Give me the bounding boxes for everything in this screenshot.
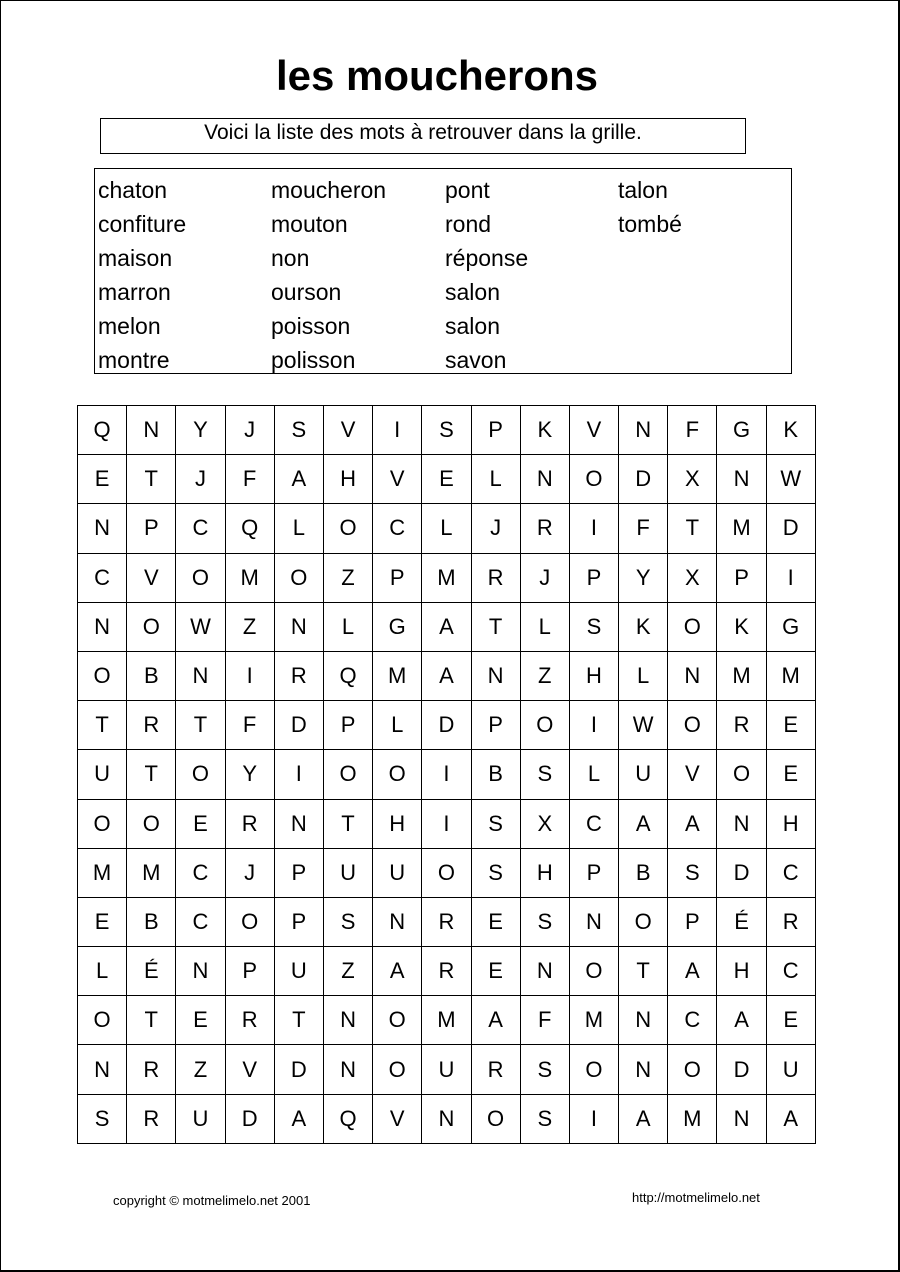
word-item: maison [98, 245, 173, 271]
grid-cell[interactable]: J [225, 848, 274, 897]
grid-cell[interactable]: J [225, 406, 274, 455]
word-column [618, 173, 682, 241]
grid-row [78, 701, 816, 750]
grid-cell[interactable]: N [520, 947, 569, 996]
grid-cell[interactable]: P [225, 947, 274, 996]
grid-cell[interactable]: R [127, 1094, 176, 1143]
grid-cell[interactable]: Y [225, 750, 274, 799]
grid-cell[interactable]: A [274, 455, 323, 504]
grid-cell[interactable]: N [717, 1094, 766, 1143]
grid-cell[interactable]: E [471, 947, 520, 996]
word-item: talon [618, 177, 668, 203]
grid-cell[interactable]: M [422, 553, 471, 602]
word-column [271, 173, 386, 377]
grid-cell[interactable]: T [274, 996, 323, 1045]
grid-cell[interactable]: D [766, 504, 815, 553]
grid-cell[interactable]: P [323, 701, 372, 750]
grid-cell[interactable]: Z [323, 553, 372, 602]
grid-cell[interactable]: S [520, 750, 569, 799]
grid-cell[interactable]: A [766, 1094, 815, 1143]
grid-cell[interactable]: A [619, 1094, 668, 1143]
grid-row [78, 602, 816, 651]
grid-cell[interactable]: R [274, 651, 323, 700]
grid-cell[interactable]: I [422, 799, 471, 848]
grid-cell[interactable]: O [373, 996, 422, 1045]
grid-cell[interactable]: A [422, 602, 471, 651]
grid-cell[interactable]: O [176, 750, 225, 799]
grid-cell[interactable]: W [176, 602, 225, 651]
word-item: rond [445, 211, 492, 237]
grid-cell[interactable]: O [619, 897, 668, 946]
grid-cell[interactable]: A [619, 799, 668, 848]
grid-cell[interactable]: N [373, 897, 422, 946]
grid-row [78, 651, 816, 700]
grid-cell[interactable]: K [717, 602, 766, 651]
grid-cell[interactable]: N [471, 651, 520, 700]
grid-cell[interactable]: T [127, 996, 176, 1045]
grid-cell[interactable]: T [78, 701, 127, 750]
word-item: montre [98, 347, 170, 373]
word-item: melon [98, 313, 161, 339]
grid-cell[interactable]: A [274, 1094, 323, 1143]
grid-cell[interactable]: É [127, 947, 176, 996]
grid-cell[interactable]: I [569, 701, 618, 750]
grid-cell[interactable]: O [668, 1045, 717, 1094]
grid-cell[interactable]: W [619, 701, 668, 750]
grid-cell[interactable]: H [323, 455, 372, 504]
grid-cell[interactable]: I [766, 553, 815, 602]
grid-cell[interactable]: W [766, 455, 815, 504]
grid-cell[interactable]: U [422, 1045, 471, 1094]
grid-cell[interactable]: N [176, 651, 225, 700]
grid-cell[interactable]: O [569, 947, 618, 996]
grid-cell[interactable]: E [78, 455, 127, 504]
grid-cell[interactable]: L [422, 504, 471, 553]
grid-cell[interactable]: M [569, 996, 618, 1045]
grid-cell[interactable]: O [569, 1045, 618, 1094]
grid-cell[interactable]: O [78, 996, 127, 1045]
grid-cell[interactable]: T [127, 455, 176, 504]
grid-cell[interactable]: H [520, 848, 569, 897]
grid-cell[interactable]: N [422, 1094, 471, 1143]
grid-cell[interactable]: N [78, 602, 127, 651]
grid-cell[interactable]: X [668, 553, 717, 602]
grid-cell[interactable]: O [471, 1094, 520, 1143]
grid-cell[interactable]: S [274, 406, 323, 455]
grid-cell[interactable]: K [766, 406, 815, 455]
grid-cell[interactable]: R [717, 701, 766, 750]
grid-cell[interactable]: N [78, 504, 127, 553]
grid-row [78, 406, 816, 455]
grid-cell[interactable]: E [176, 799, 225, 848]
grid-cell[interactable]: O [373, 750, 422, 799]
grid-cell[interactable]: Q [323, 651, 372, 700]
grid-cell[interactable]: A [668, 947, 717, 996]
grid-cell[interactable]: M [373, 651, 422, 700]
grid-cell[interactable]: T [471, 602, 520, 651]
word-item: réponse [445, 245, 529, 271]
grid-cell[interactable]: T [668, 504, 717, 553]
grid-cell[interactable]: É [717, 897, 766, 946]
word-item: tombé [618, 211, 682, 237]
grid-cell[interactable]: D [225, 1094, 274, 1143]
grid-cell[interactable]: O [323, 504, 372, 553]
grid-cell[interactable]: N [668, 651, 717, 700]
grid-row [78, 455, 816, 504]
grid-cell[interactable]: S [520, 1045, 569, 1094]
grid-cell[interactable]: C [373, 504, 422, 553]
grid-cell[interactable]: N [717, 455, 766, 504]
grid-cell[interactable]: E [78, 897, 127, 946]
grid-cell[interactable]: B [127, 897, 176, 946]
grid-cell[interactable]: K [619, 602, 668, 651]
grid-cell[interactable]: N [323, 996, 372, 1045]
grid-cell[interactable]: N [569, 897, 618, 946]
grid-cell[interactable]: N [274, 799, 323, 848]
grid-row [78, 996, 816, 1045]
grid-cell[interactable]: N [127, 406, 176, 455]
grid-cell[interactable]: P [274, 848, 323, 897]
word-item: mouton [271, 211, 348, 237]
word-item: non [271, 245, 310, 271]
grid-cell[interactable]: C [766, 848, 815, 897]
grid-row [78, 799, 816, 848]
grid-cell[interactable]: I [569, 1094, 618, 1143]
grid-cell[interactable]: F [668, 406, 717, 455]
grid-cell[interactable]: T [176, 701, 225, 750]
grid-cell[interactable]: B [619, 848, 668, 897]
grid-cell[interactable]: Z [520, 651, 569, 700]
grid-cell[interactable]: R [225, 799, 274, 848]
grid-row [78, 1094, 816, 1143]
grid-cell[interactable]: R [471, 1045, 520, 1094]
grid-cell[interactable]: T [127, 750, 176, 799]
grid-cell[interactable]: O [668, 602, 717, 651]
grid-row [78, 553, 816, 602]
grid-cell[interactable]: F [619, 504, 668, 553]
grid-cell[interactable]: P [717, 553, 766, 602]
grid-cell[interactable]: S [422, 406, 471, 455]
grid-cell[interactable]: L [323, 602, 372, 651]
grid-cell[interactable]: Q [323, 1094, 372, 1143]
grid-row [78, 504, 816, 553]
grid-cell[interactable]: E [766, 750, 815, 799]
grid-cell[interactable]: Q [78, 406, 127, 455]
grid-cell[interactable]: M [717, 651, 766, 700]
grid-cell[interactable]: R [520, 504, 569, 553]
grid-cell[interactable]: A [373, 947, 422, 996]
grid-cell[interactable]: M [422, 996, 471, 1045]
grid-cell[interactable]: O [520, 701, 569, 750]
grid-cell[interactable]: D [422, 701, 471, 750]
grid-cell[interactable]: C [668, 996, 717, 1045]
grid-cell[interactable]: P [127, 504, 176, 553]
grid-cell[interactable]: M [717, 504, 766, 553]
grid-cell[interactable]: X [520, 799, 569, 848]
grid-cell[interactable]: Y [619, 553, 668, 602]
grid-cell[interactable]: C [78, 553, 127, 602]
grid-cell[interactable]: N [323, 1045, 372, 1094]
grid-cell[interactable]: O [668, 701, 717, 750]
grid-cell[interactable]: P [471, 406, 520, 455]
grid-cell[interactable]: N [176, 947, 225, 996]
grid-cell[interactable]: U [323, 848, 372, 897]
grid-cell[interactable]: I [225, 651, 274, 700]
grid-cell[interactable]: V [225, 1045, 274, 1094]
grid-cell[interactable]: A [668, 799, 717, 848]
grid-cell[interactable]: D [619, 455, 668, 504]
grid-cell[interactable]: U [766, 1045, 815, 1094]
grid-cell[interactable]: O [127, 602, 176, 651]
site-url-link[interactable]: http://motmelimelo.net [632, 1190, 760, 1205]
grid-cell[interactable]: A [422, 651, 471, 700]
grid-cell[interactable]: V [127, 553, 176, 602]
grid-cell[interactable]: D [274, 701, 323, 750]
grid-cell[interactable]: L [619, 651, 668, 700]
grid-cell[interactable]: H [373, 799, 422, 848]
grid-cell[interactable]: N [520, 455, 569, 504]
grid-cell[interactable]: N [274, 602, 323, 651]
grid-cell[interactable]: O [274, 553, 323, 602]
page-title: les moucherons [275, 52, 599, 99]
grid-cell[interactable]: S [520, 1094, 569, 1143]
word-item: polisson [271, 347, 356, 373]
grid-cell[interactable]: A [717, 996, 766, 1045]
grid-cell[interactable]: O [569, 455, 618, 504]
grid-row [78, 750, 816, 799]
grid-cell[interactable]: F [225, 701, 274, 750]
grid-cell[interactable]: Z [323, 947, 372, 996]
grid-cell[interactable]: P [373, 553, 422, 602]
grid-row [78, 947, 816, 996]
grid-cell[interactable]: L [274, 504, 323, 553]
word-item: confiture [98, 211, 187, 237]
word-search-grid [77, 405, 816, 1144]
grid-cell[interactable]: T [323, 799, 372, 848]
grid-cell[interactable]: D [717, 848, 766, 897]
grid-cell[interactable]: A [471, 996, 520, 1045]
grid-cell[interactable]: O [78, 799, 127, 848]
grid-cell[interactable]: Z [225, 602, 274, 651]
grid-cell[interactable]: M [668, 1094, 717, 1143]
grid-cell[interactable]: P [274, 897, 323, 946]
grid-cell[interactable]: C [176, 848, 225, 897]
grid-cell[interactable]: T [619, 947, 668, 996]
grid-cell[interactable]: M [127, 848, 176, 897]
grid-cell[interactable]: H [766, 799, 815, 848]
grid-cell[interactable]: H [717, 947, 766, 996]
grid-cell[interactable]: N [619, 406, 668, 455]
grid-cell[interactable]: E [766, 701, 815, 750]
grid-cell[interactable]: C [766, 947, 815, 996]
grid-cell[interactable]: M [78, 848, 127, 897]
word-item: chaton [98, 177, 168, 203]
grid-cell[interactable]: P [569, 848, 618, 897]
word-item: marron [98, 279, 171, 305]
grid-cell[interactable]: U [373, 848, 422, 897]
grid-cell[interactable]: S [323, 897, 372, 946]
grid-cell[interactable]: L [471, 455, 520, 504]
grid-cell[interactable]: X [668, 455, 717, 504]
word-item: salon [445, 313, 500, 339]
grid-cell[interactable]: U [619, 750, 668, 799]
grid-cell[interactable]: V [373, 455, 422, 504]
grid-cell[interactable]: G [373, 602, 422, 651]
grid-cell[interactable]: D [274, 1045, 323, 1094]
grid-cell[interactable]: M [766, 651, 815, 700]
grid-cell[interactable]: V [569, 406, 618, 455]
grid-cell[interactable]: R [127, 1045, 176, 1094]
word-item: ourson [271, 279, 342, 305]
grid-cell[interactable]: S [78, 1094, 127, 1143]
grid-cell[interactable]: L [373, 701, 422, 750]
grid-cell[interactable]: L [520, 602, 569, 651]
grid-row [78, 897, 816, 946]
grid-cell[interactable]: J [471, 504, 520, 553]
grid-cell[interactable]: N [717, 799, 766, 848]
grid-row [78, 848, 816, 897]
grid-cell[interactable]: N [78, 1045, 127, 1094]
grid-cell[interactable]: R [766, 897, 815, 946]
grid-cell[interactable]: B [127, 651, 176, 700]
grid-cell[interactable]: S [471, 848, 520, 897]
grid-cell[interactable]: Q [225, 504, 274, 553]
grid-cell[interactable]: R [422, 897, 471, 946]
word-column [98, 173, 186, 377]
copyright-text: copyright © motmelimelo.net 2001 [113, 1193, 311, 1208]
grid-cell[interactable]: R [422, 947, 471, 996]
grid-cell[interactable]: D [717, 1045, 766, 1094]
grid-cell[interactable]: L [78, 947, 127, 996]
grid-cell[interactable]: Z [176, 1045, 225, 1094]
word-item: poisson [271, 313, 351, 339]
grid-cell[interactable]: S [520, 897, 569, 946]
word-item: salon [445, 279, 500, 305]
grid-cell[interactable]: G [717, 406, 766, 455]
grid-cell[interactable]: E [422, 455, 471, 504]
grid-cell[interactable]: K [520, 406, 569, 455]
grid-cell[interactable]: C [569, 799, 618, 848]
grid-cell[interactable]: O [78, 651, 127, 700]
word-item: savon [445, 347, 507, 373]
grid-cell[interactable]: V [373, 1094, 422, 1143]
grid-cell[interactable]: U [176, 1094, 225, 1143]
grid-cell[interactable]: R [225, 996, 274, 1045]
grid-cell[interactable]: E [471, 897, 520, 946]
grid-cell[interactable]: C [176, 504, 225, 553]
grid-cell[interactable]: G [766, 602, 815, 651]
grid-cell[interactable]: I [274, 750, 323, 799]
grid-cell[interactable]: J [520, 553, 569, 602]
grid-cell[interactable]: E [176, 996, 225, 1045]
grid-cell[interactable]: C [176, 897, 225, 946]
grid-cell[interactable]: B [471, 750, 520, 799]
grid-cell[interactable]: E [766, 996, 815, 1045]
instructions-box: Voici la liste des mots à retrouver dans la grille. [100, 118, 746, 154]
grid-cell[interactable]: J [176, 455, 225, 504]
grid-cell[interactable]: I [373, 406, 422, 455]
grid-cell[interactable]: O [127, 799, 176, 848]
grid-cell[interactable]: S [569, 602, 618, 651]
grid-cell[interactable]: O [225, 897, 274, 946]
grid-cell[interactable]: O [717, 750, 766, 799]
word-list [94, 168, 792, 374]
grid-cell[interactable]: P [668, 897, 717, 946]
grid-cell[interactable]: U [274, 947, 323, 996]
grid-cell[interactable]: U [78, 750, 127, 799]
grid-row [78, 1045, 816, 1094]
grid-cell[interactable]: I [569, 504, 618, 553]
grid-cell[interactable]: N [619, 996, 668, 1045]
grid-cell[interactable]: P [569, 553, 618, 602]
grid-cell[interactable]: S [471, 799, 520, 848]
grid-cell[interactable]: M [225, 553, 274, 602]
word-item: moucheron [271, 177, 387, 203]
grid-cell[interactable]: H [569, 651, 618, 700]
grid-cell[interactable]: N [619, 1045, 668, 1094]
grid-cell[interactable]: V [668, 750, 717, 799]
grid-cell[interactable]: O [373, 1045, 422, 1094]
grid-cell[interactable]: Y [176, 406, 225, 455]
word-item: pont [445, 177, 490, 203]
grid-cell[interactable]: S [668, 848, 717, 897]
grid-cell[interactable]: O [176, 553, 225, 602]
grid-cell[interactable]: I [422, 750, 471, 799]
grid-cell[interactable]: R [471, 553, 520, 602]
word-column [445, 173, 528, 377]
grid-cell[interactable]: R [127, 701, 176, 750]
grid-cell[interactable]: P [471, 701, 520, 750]
grid-cell[interactable]: F [225, 455, 274, 504]
grid-cell[interactable]: O [422, 848, 471, 897]
grid-cell[interactable]: V [323, 406, 372, 455]
grid-cell[interactable]: L [569, 750, 618, 799]
grid-cell[interactable]: O [323, 750, 372, 799]
grid-cell[interactable]: F [520, 996, 569, 1045]
